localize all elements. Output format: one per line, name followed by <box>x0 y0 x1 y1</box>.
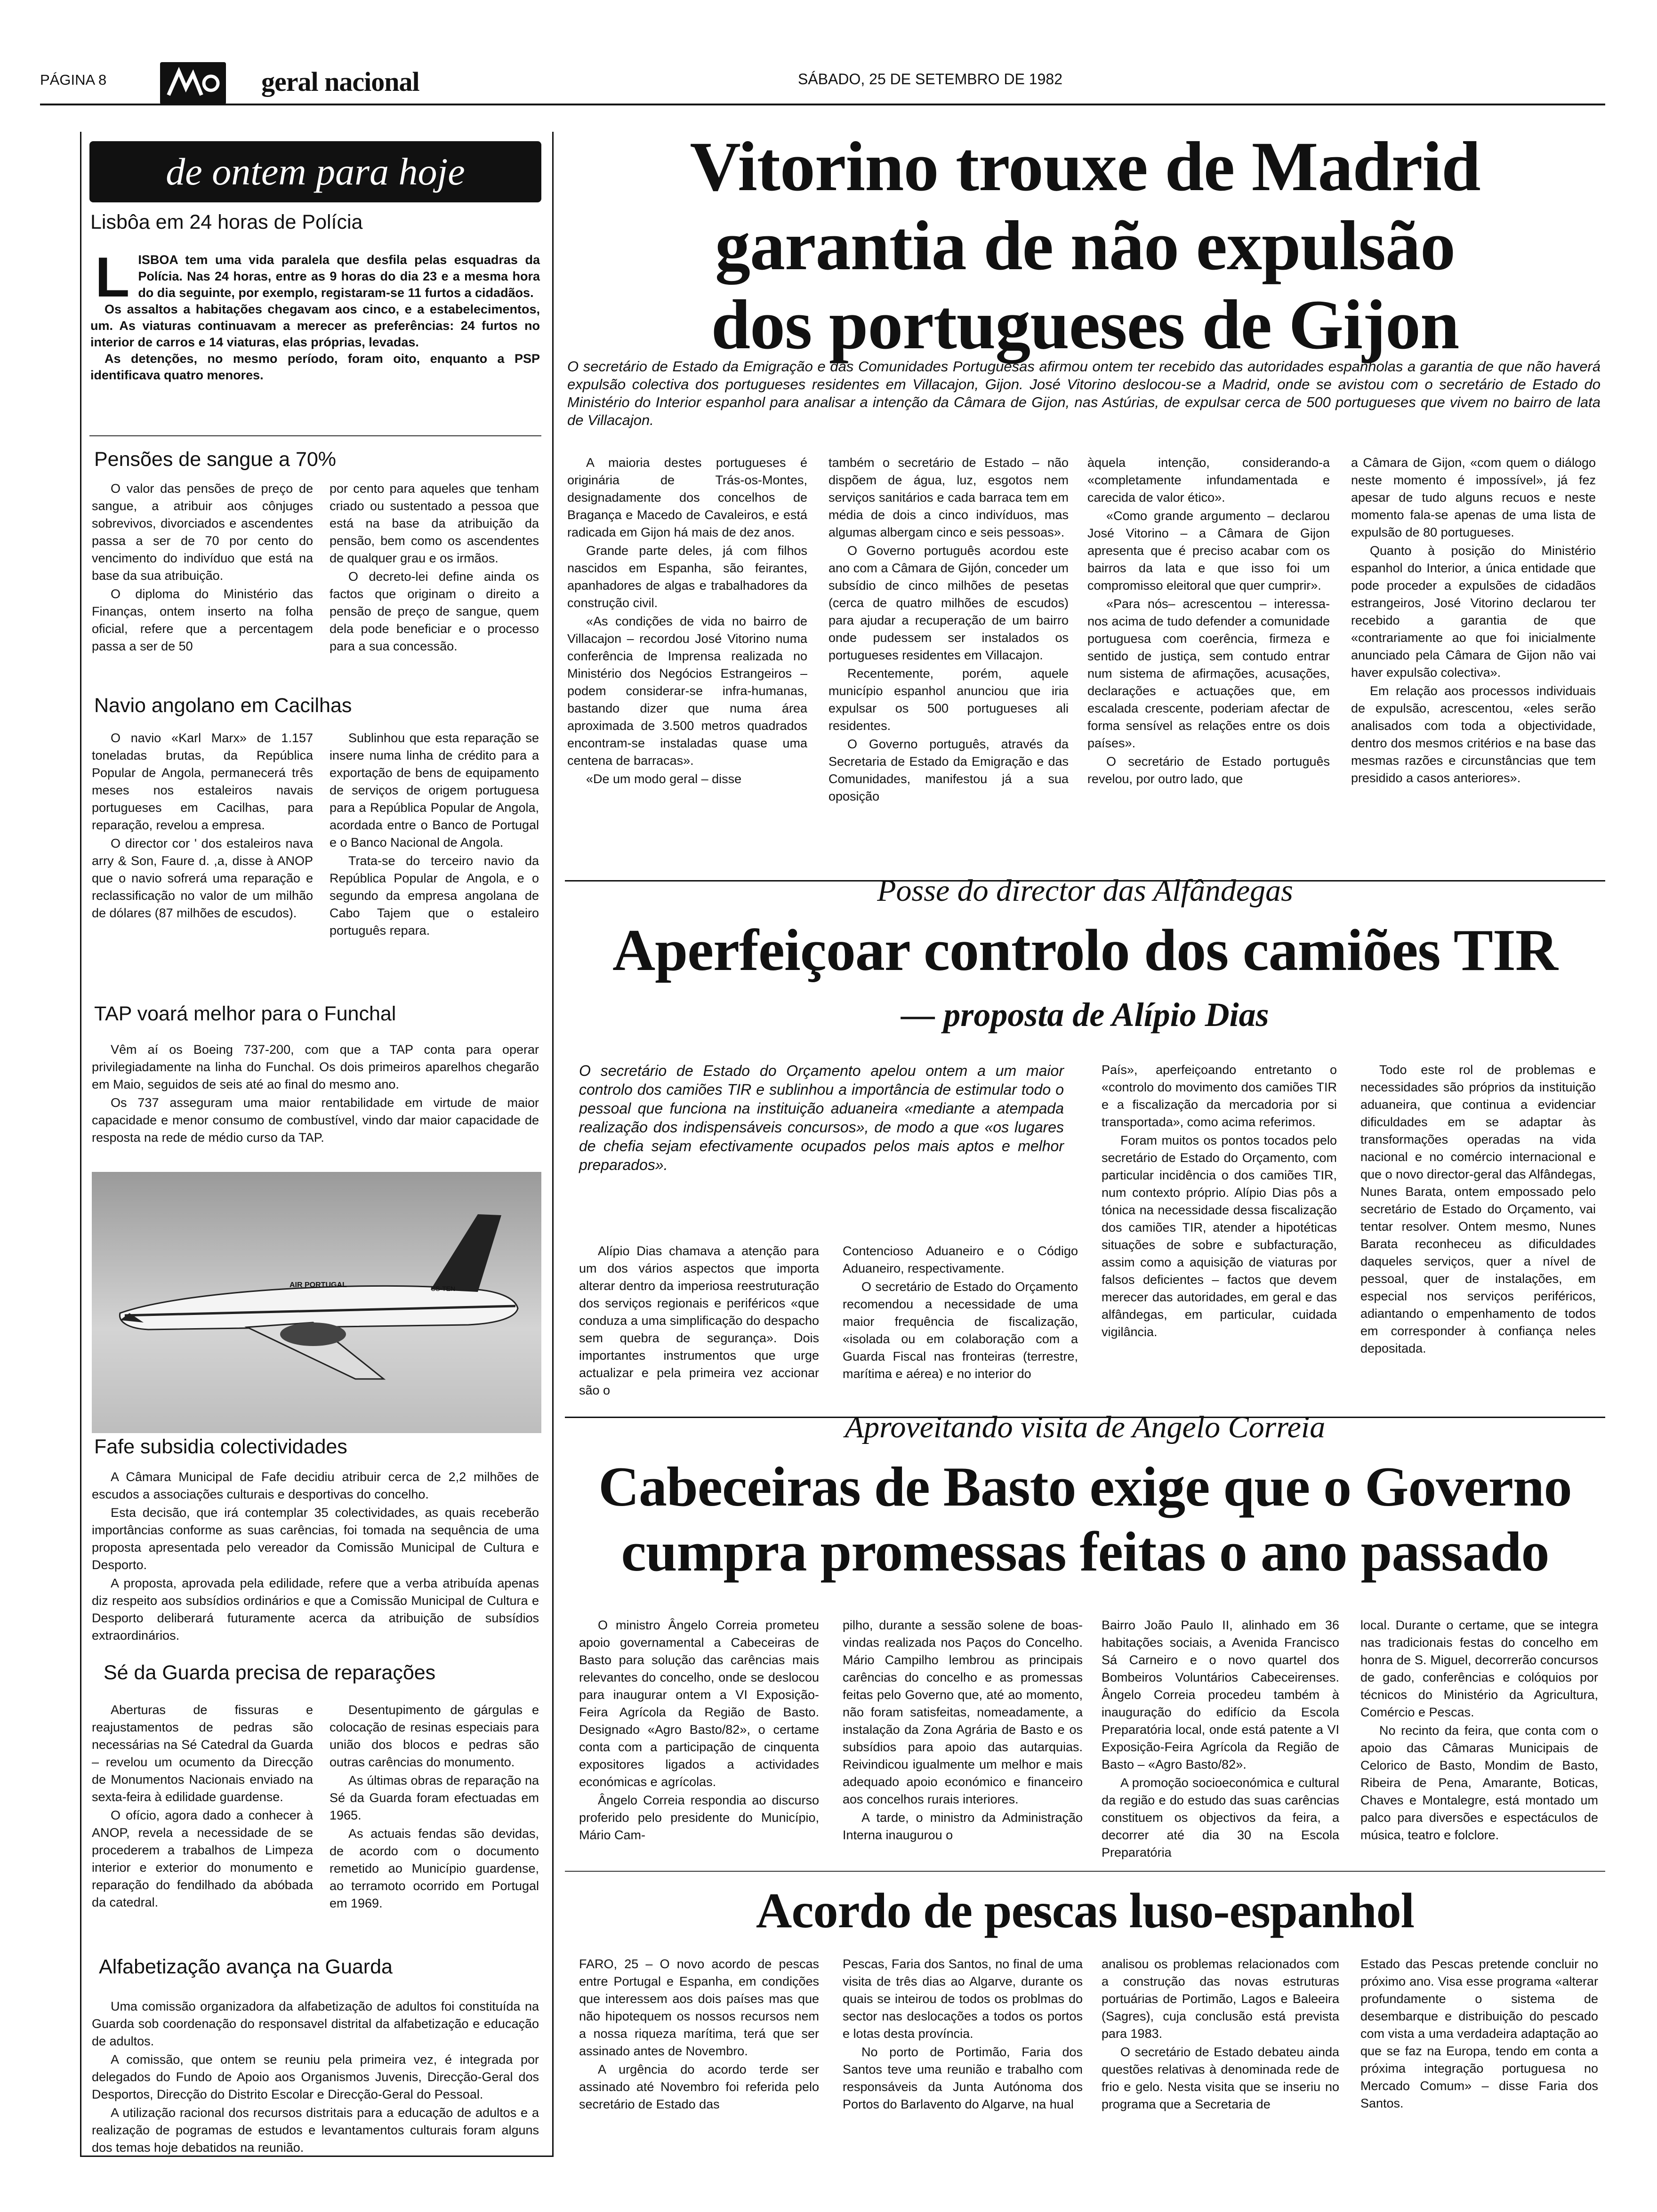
paragraph: Em relação aos processos individuais de expulsão, acrescentou, «eles serão analisados com toda a objectividade, dentro dos mesmos critérios e na base das mesmas razões e circunstâncias que tem presidido a casos anteriores». <box>1351 684 1596 785</box>
divider <box>89 435 541 436</box>
paragraph: Grande parte deles, já com filhos nascidos em Espanha, são feirantes, apanhadores de algas e trabalhadores da construção civil. <box>567 544 807 610</box>
lisboa-body <box>90 246 540 384</box>
story3-kicker: Aproveitando visita de Angelo Correia <box>845 1410 1326 1444</box>
story2-col-4 <box>1360 1061 1596 1358</box>
paragraph: local. Durante o certame, que se integra nas tradicionais festas do concelho em honra de S. Miguel, decorrerão concursos de gado, conferências e colóquios por técnicos do Ministério da Agricultura, Comércio e Pescas. <box>1360 1618 1598 1719</box>
se-col-2 <box>330 1701 539 1913</box>
story4-col-2 <box>843 1956 1083 2114</box>
story2-col-3 <box>1102 1061 1337 1342</box>
story1-col-1 <box>567 454 807 789</box>
section-title: geral nacional <box>261 66 419 97</box>
se-heading: Sé da Guarda precisa de reparações <box>104 1661 436 1684</box>
paragraph: Os 737 asseguram uma maior rentabilidade em virtude de maior capacidade e menor consumo de combustível, vindo dar maior capacidade de resposta na rede de médio curso da TAP. <box>92 1096 539 1145</box>
paragraph: Bairro João Paulo II, alinhado em 36 habitações sociais, a Avenida Francisco Sá Carneiro e o novo quartel dos Bombeiros Voluntários Cabeceirenses. Ângelo Correia procedeu também à inauguração do edifício da Escola Preparatória local, onde está patente a VI Exposição-Feira Agrícola da Região de Basto – «Agro Basto/82». <box>1102 1618 1339 1771</box>
page-number-label: PÁGINA 8 <box>40 72 107 88</box>
paragraph: Vêm aí os Boeing 737-200, com que a TAP conta para operar privilegiadamente na linha do Funchal. Os dois primeiros aparelhos chegarão em Maio, seguidos de seis até ao final do mesmo ano. <box>92 1042 539 1091</box>
story2-headline: Aperfeiçoar controlo dos camiões TIR <box>612 918 1558 983</box>
sidebar-banner-title: de ontem para hoje <box>166 150 465 193</box>
paragraph: Ângelo Correia respondia ao discurso proferido pelo presidente do Município, Mário Cam- <box>579 1793 819 1842</box>
airplane-registration: CS-TEN <box>431 1285 456 1292</box>
paragraph: O ministro Ângelo Correia prometeu apoio governamental a Cabeceiras de Basto para solução das carências mais relevantes do concelho, onde se deslocou para inaugurar ontem a VI Exposição-Feira Agrícola da Região de Basto. Designado «Agro Basto/82», o certame conta com a participação de cinquenta expositores ligados a actividades económicas e agrícolas. <box>579 1618 819 1789</box>
fafe-heading: Fafe subsidia colectividades <box>94 1435 347 1458</box>
paragraph: O valor das pensões de preço de sangue, a atribuir aos cônjuges sobrevivos, divorciados e ascendentes passa a ser de 70 por cento do vencimento do indivíduo que está na base da sua atribuição. <box>92 481 313 583</box>
newspaper-logo-icon <box>160 62 226 104</box>
se-col-1 <box>92 1701 313 1912</box>
story3-col-2 <box>843 1617 1083 1845</box>
lisboa-paragraph: Os assaltos a habitações chegavam aos cinco, e a estabelecimentos, um. As viaturas continuavam a merecer as preferências: 24 furtos no interior de carros e 14 viaturas, elas próprias, levadas. <box>90 302 540 349</box>
navio-heading: Navio angolano em Cacilhas <box>94 694 352 717</box>
fafe-body <box>92 1468 539 1645</box>
paragraph: O Governo português, através da Secretaria de Estado da Emigração e das Comunidades, manifestou já a sua oposição <box>828 737 1069 803</box>
paragraph: Estado das Pescas pretende concluir no próximo ano. Visa esse programa «alterar profundamente o sistema de desembarque e distribuição do pescado com vista a uma verdadeira adaptação ao que se faz na Europa, tendo em conta a próxima integração portuguesa no Mercado Comum» – disse Faria dos Santos. <box>1360 1957 1598 2110</box>
paragraph: O ofício, agora dado a conhecer à ANOP, revela a necessidade de se procederem a trabalhos de Limpeza interior e exterior do monumento e reparação do fendilhado da abóbada da catedral. <box>92 1808 313 1909</box>
paragraph: A proposta, aprovada pela edilidade, refere que a verba atribuída apenas diz respeito aos subsídios ordinários e que a Comissão Municipal de Cultura e Desporto deliberará futuramente acerca da atribuição de subsídios extraordinários. <box>92 1576 539 1643</box>
story1-col-3 <box>1087 454 1330 789</box>
story1-headline <box>565 127 1605 364</box>
paragraph: A utilização racional dos recursos distritais para a educação de adultos e a realização de pogramas de estudos e levantamentos culturais foram alguns dos temas hoje debatidos na reunião. <box>92 2106 539 2155</box>
story1-col-2 <box>828 454 1069 806</box>
navio-col-2 <box>330 729 539 940</box>
paragraph: As últimas obras de reparação na Sé da Guarda foram efectuadas em 1965. <box>330 1773 539 1822</box>
paragraph: FARO, 25 – O novo acordo de pescas entre Portugal e Espanha, em condições que interessem aos dois países mas que não hipotequem os nossos recursos nem a nossa riqueza marítima, terá que ser assinado antes de Novembro. <box>579 1957 819 2058</box>
paragraph: «As condições de vida no bairro de Villacajon – recordou José Vitorino numa conferência de Imprensa realizada no Ministério dos Negócios Estrangeiros – podem considerar-se infra-humanas, bastando dizer que numa área aproximada de 3.500 metros quadrados encontram-se instaladas quase uma centena de barracas». <box>567 614 807 768</box>
paragraph: No porto de Portimão, Faria dos Santos teve uma reunião e trabalho com responsáveis da Junta Autónoma dos Portos do Barlavento do Algarve, na hual <box>843 2045 1083 2111</box>
story4-col-3 <box>1102 1956 1339 2114</box>
paragraph: Foram muitos os pontos tocados pelo secretário de Estado do Orçamento, com particular incidência o dos camiões TIR, num contexto próprio. Alípio Dias pôs a tónica na necessidade dessa fiscalização dos camiões TIR, atender a hipotéticas situações de sobre e subfacturação, assim como a aquisição de viaturas por falsos deficientes – factos que devem merecer das autoridades, em geral e das alfândegas, em particular, cuidada vigilância. <box>1102 1133 1337 1339</box>
pensoes-col-2 <box>330 480 539 656</box>
airplane-icon <box>92 1172 541 1433</box>
paragraph: A promoção socioeconómica e cultural da região e do estudo das suas carências constituem os objectivos da feira, a decorrer até dia 30 na Escola Preparatória <box>1102 1776 1339 1859</box>
story4-col-1 <box>579 1956 819 2114</box>
story4-col-4 <box>1360 1956 1598 2113</box>
paragraph: Alípio Dias chamava a atenção para um dos vários aspectos que importa alterar dentro da imperiosa reestruturação dos serviços regionais e periféricos «que conduza a uma simplificação do despacho sem quebra de segurança». Dois importantes instrumentos que urge actualizar e pela primeira vez accionar são o <box>579 1244 819 1397</box>
paragraph: O diploma do Ministério das Finanças, ontem inserto na folha oficial, refere que a percentagem passa a ser de 50 <box>92 587 313 653</box>
headline-line: dos portugueses de Gijon <box>711 286 1459 364</box>
paragraph: pilho, durante a sessão solene de boas-vindas realizada nos Paços do Concelho. Mário Campilho lembrou as principais carências do concelho e as promessas feitas pelo Governo que, até ao momento, não foram satisfeitas, nomeadamente, a instalação da Zona Agrária de Basto e os subsídios para apoio das autarquias. Reivindicou igualmente um melhor e mais adequado apoio económico e financeiro aos concelhos rurais interiores. <box>843 1618 1083 1806</box>
paragraph: O navio «Karl Marx» de 1.157 toneladas brutas, da República Popular de Angola, permanecerá três meses nos estaleiros navais portugueses em Cacilhas, para reparação, revelou a empresa. <box>92 731 313 832</box>
paragraph: As actuais fendas são devidas, de acordo com o documento remetido ao Município guardense, ao terramoto ocorrido em Portugal em 1969. <box>330 1827 539 1910</box>
paragraph: «Como grande argumento – declarou José Vitorino – a Câmara de Gijon apresenta que é preciso acabar com os bairros da lata e que isso foi um compromisso eleitoral que quer cumprir». <box>1087 509 1330 593</box>
story3-col-1 <box>579 1617 819 1845</box>
headline-line: cumpra promessas feitas o ano passado <box>621 1520 1549 1583</box>
masthead-rule <box>40 104 1605 105</box>
lisboa-paragraph: ISBOA tem uma vida paralela que desfila pelas esquadras da Polícia. Nas 24 horas, entre as 9 horas do dia 23 e a mesma hora do dia seguinte, por exemplo, registaram-se 11 furtos a cidadãos. <box>138 253 540 300</box>
paragraph: No recinto da feira, que conta com o apoio das Câmaras Municipais de Celorico de Basto, Mondim de Basto, Ribeira de Pena, Amarante, Boticas, Chaves e Montalegre, está montado um palco para diversões e espectáculos de música, teatro e folclore. <box>1360 1723 1598 1842</box>
tap-body <box>92 1041 539 1147</box>
paragraph: Recentemente, porém, aquele município espanhol anunciou que iria expulsar os 500 portugueses ali residentes. <box>828 666 1069 733</box>
paragraph: «Para nós– acrescentou – interessa-nos acima de tudo defender a comunidade portuguesa com coerência, firmeza e sentido de justiça, sem contudo entrar num sistema de afirmações, acusações, declarações e actuações que, em escalada crescente, poderiam afectar de forma sensível as relações entre os dois países». <box>1087 597 1330 750</box>
paragraph: A comissão, que ontem se reuniu pela primeira vez, é integrada por delegados do Fundo de Apoio aos Organismos Juvenis, Direcção-Geral dos Desportos, Direcção do Distrito Escolar e Direcção-Geral do Pessoal. <box>92 2052 539 2101</box>
paragraph: A urgência do acordo terde ser assinado até Novembro foi referida pelo secretário de Estado das <box>579 2062 819 2111</box>
issue-date: SÁBADO, 25 DE SETEMBRO DE 1982 <box>798 71 1062 88</box>
sidebar-banner <box>89 141 541 202</box>
paragraph: Sublinhou que esta reparação se insere numa linha de crédito para a exportação de bens de equipamento de serviços de origem portuguesa para a República Popular de Angola, acordada entre o Banco de Portugal e o Banco Nacional de Angola. <box>330 731 539 850</box>
headline-line: garantia de não expulsão <box>715 207 1456 285</box>
paragraph: Todo este rol de problemas e necessidades são próprios da instituição aduaneira, que continua a evidenciar dificuldades em se adaptar às transformações operadas na vida nacional e no comércio internacional e que o novo director-geral das Alfândegas, Nunes Barata, ontem empossado pelo secretário de Estado do Orçamento, vai tentar resolver. Ontem mesmo, Nunes Barata reconheceu as dificuldades daqueles serviços, quer a nível de pessoal, quer de instalações, em especial nos serviços periféricos, adiantando o empenhamento de todos em corresponder à confiança neles depositada. <box>1360 1063 1596 1355</box>
paragraph: Uma comissão organizadora da alfabetização de adultos foi constituída na Guarda sob coordenação do responsavel distrital da alfabetização e educação de adultos. <box>92 1999 539 2048</box>
paragraph: O director cor ' dos estaleiros nava arry & Son, Faure d. ,a, disse à ANOP que o navio sofrerá uma reparação e reclassificação no valor de um milhão de dólares (87 milhões de escudos). <box>92 836 313 920</box>
story2-kicker: Posse do director das Alfândegas <box>877 874 1293 908</box>
paragraph: por cento para aqueles que tenham criado ou sustentado a pessoa que está na base da atribuição da pensão, bem como os ascendentes de qualquer grau e os irmãos. <box>330 481 539 565</box>
story2-subhead: — proposta de Alípio Dias <box>901 996 1269 1034</box>
story3-col-3 <box>1102 1617 1339 1862</box>
paragraph: Contencioso Aduaneiro e o Código Aduaneiro, respectivamente. <box>843 1244 1078 1275</box>
navio-col-1 <box>92 729 313 923</box>
headline-line: Vitorino trouxe de Madrid <box>690 128 1480 206</box>
paragraph: Aberturas de fissuras e reajustamentos de pedras são necessárias na Sé Catedral da Guarda – revelou um ocumento da Direcção de Monumentos Nacionais enviado na sexta-feira à edilidade guardense. <box>92 1703 313 1804</box>
lisboa-dropcap: L <box>95 246 130 309</box>
alfab-heading: Alfabetização avança na Guarda <box>99 1956 393 1978</box>
pensoes-col-1 <box>92 480 313 656</box>
paragraph: Quanto à posição do Ministério espanhol do Interior, a única entidade que pode proceder a expulsões de cidadãos estrangeiros, José Vitorino declarou ter recebido a garantia de que «contrariamente ao que foi inicialmente anunciado pela Câmara de Gijon não vai haver expulsão colectiva». <box>1351 544 1596 680</box>
paragraph: A tarde, o ministro da Administração Interna inaugurou o <box>843 1811 1083 1842</box>
paragraph: Desentupimento de gárgulas e colocação de resinas especiais para união dos blocos e pedras são outras carências do monumento. <box>330 1703 539 1769</box>
paragraph: O decreto-lei define ainda os factos que originam o direito a pensão de preço de sangue, quem dela pode beneficiar e o processo para a sua concessão. <box>330 569 539 653</box>
lisboa-heading: Lisbôa em 24 horas de Polícia <box>90 211 363 233</box>
paragraph: O Governo português acordou este ano com a Câmara de Gijón, conceder um subsídio de cinco milhões de pesetas (cerca de quatro milhões de escudos) para ajudar a recuperação de um bairro onde pudessem ser instalados os portugueses residentes em Villacajon. <box>828 544 1069 662</box>
story4-headline: Acordo de pescas luso-espanhol <box>756 1883 1415 1938</box>
paragraph: O secretário de Estado do Orçamento recomendou a necessidade de uma maior frequência de fiscalização, «isolada ou em colaboração com a Guarda Fiscal nas fronteiras (terrestre, marítima e aérea) e no interior do <box>843 1280 1078 1381</box>
story2-lead: O secretário de Estado do Orçamento apelou ontem a um maior controlo dos camiões TIR e sublinhou a importância de estimular todo o pessoal que funciona na instituição aduaneira «mediante a atempada realização dos indispensáveis concursos», de modo a que «os lugares de chefia sejam efectivamente ocupados pelos mais aptos e melhor preparados». <box>579 1062 1064 1173</box>
paragraph: O secretário de Estado português revelou, por outro lado, que <box>1087 754 1330 786</box>
paragraph: Trata-se do terceiro navio da República Popular de Angola, e o segundo da empresa angolana de Cabo Tajem que o estaleiro português repara. <box>330 854 539 938</box>
paragraph: também o secretário de Estado – não dispõem de água, luz, esgotos nem serviços sanitários e cada barraca tem em média de dois a cinco indivíduos, mas algumas albergam cinco e seis pessoas». <box>828 456 1069 539</box>
story3-headline <box>565 1454 1605 1584</box>
paragraph: A Câmara Municipal de Fafe decidiu atribuir cerca de 2,2 milhões de escudos a associações culturais e desportivas do concelho. <box>92 1470 539 1501</box>
paragraph: a Câmara de Gijon, «com quem o diálogo neste momento é impossível», já fez apesar de tudo alguns recuos e neste momento fala-se apenas de uma lista de expulsão de 80 portugueses. <box>1351 456 1596 539</box>
story1-lead: O secretário de Estado da Emigração e das Comunidades Portuguesas afirmou ontem ter recebido das autoridades espanholas a garantia de que não haverá expulsão colectiva dos portugueses residentes em Villacajon, Gijon. José Vitorino deslocou-se a Madrid, onde se avistou com o secretário de Estado do Ministério do Interior espanhol para analisar a intenção da Câmara de Gijon, nas Astúrias, de expulsar cerca de 500 portugueses que vivem no bairro de lata de Villacajon. <box>567 358 1601 428</box>
paragraph: País», aperfeiçoando entretanto o «controlo do movimento dos camiões TIR e a fiscalização da mercadoria por si transportada», como acima referimos. <box>1102 1063 1337 1129</box>
story3-col-4 <box>1360 1617 1598 1845</box>
pensoes-heading: Pensões de sangue a 70% <box>94 448 337 471</box>
airplane-livery: AIR PORTUGAL <box>290 1281 347 1289</box>
tap-heading: TAP voará melhor para o Funchal <box>94 1002 396 1025</box>
story1-col-4 <box>1351 454 1596 788</box>
paragraph: Esta decisão, que irá contemplar 35 colectividades, as quais receberão importâncias conforme as suas carências, foi tomada na sequência de uma proposta apresentada pelo vereador da Comissão Municipal de Cultura e Desporto. <box>92 1506 539 1572</box>
airplane-photo <box>92 1172 541 1433</box>
story4-top-rule <box>565 1871 1605 1872</box>
paragraph: O secretário de Estado debateu ainda questões relativas à denominada rede de frio e gelo. Nesta visita que se inseriu no programa que a Secretaria de <box>1102 2045 1339 2111</box>
story2-col-1 <box>579 1242 819 1400</box>
paragraph: Pescas, Faria dos Santos, no final de uma visita de três dias ao Algarve, durante os quais se inteirou de todos os problmas do sector nas deslocações a todos os portos e lotas desta província. <box>843 1957 1083 2041</box>
paragraph: A maioria destes portugueses é originária de Trás-os-Montes, designadamente dos concelhos de Bragança e Macedo de Cavaleiros, e está radicada em Gijon há mais de dez anos. <box>567 456 807 539</box>
alfab-body <box>92 1998 539 2157</box>
paragraph: analisou os problemas relacionados com a construção das novas estruturas portuárias de Portimão, Lagos e Baleeira (Sagres), cuja conclusão está prevista para 1983. <box>1102 1957 1339 2041</box>
lisboa-paragraph: As detenções, no mesmo período, foram oito, enquanto a PSP identificava quatro menores. <box>90 352 540 382</box>
paragraph: àquela intenção, considerando-a «completamente infundamentada e carecida de valor ético». <box>1087 456 1330 505</box>
paragraph: «De um modo geral – disse <box>586 772 742 786</box>
story2-col-2 <box>843 1242 1078 1384</box>
headline-line: Cabeceiras de Basto exige que o Governo <box>598 1455 1572 1518</box>
